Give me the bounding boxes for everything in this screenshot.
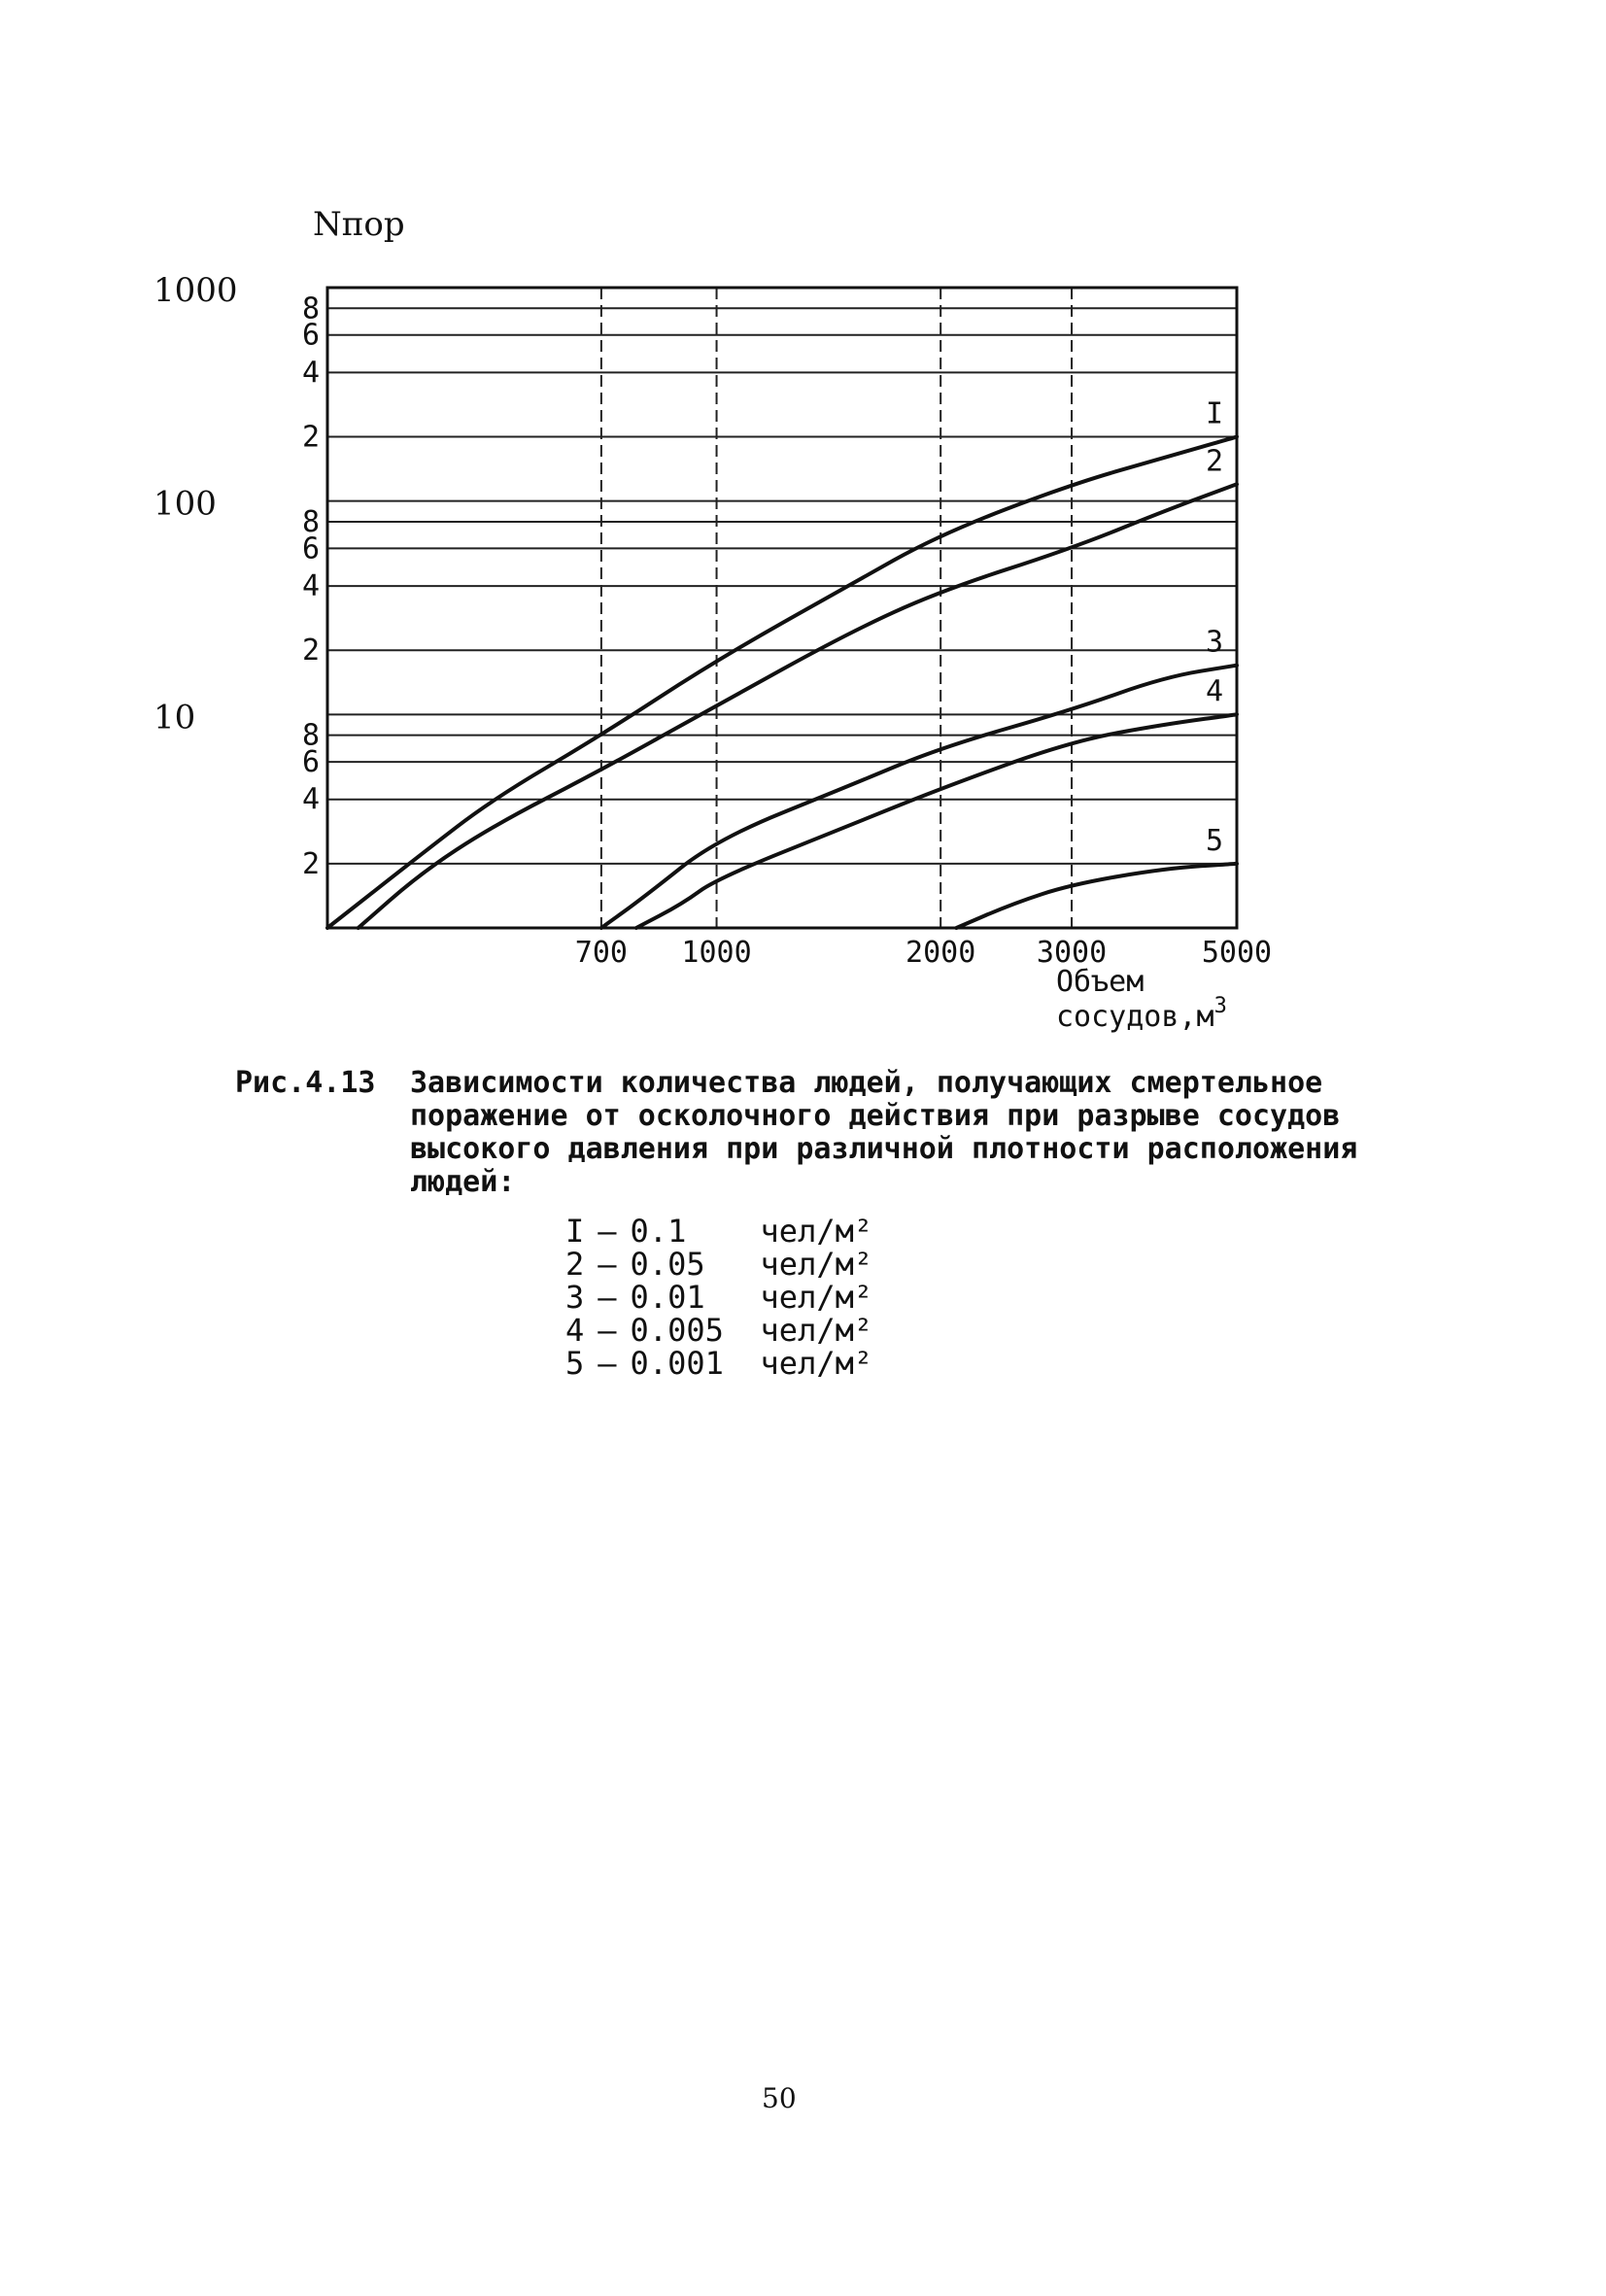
y-tick-label: 2 <box>301 420 320 455</box>
curve-label-5: 5 <box>1205 823 1223 858</box>
y-tick-label: 4 <box>301 569 320 604</box>
x-tick-label: 1000 <box>681 936 752 970</box>
legend-dash: – <box>598 1279 617 1316</box>
x-tick-label: 5000 <box>1201 936 1273 970</box>
legend-unit: чел/м² <box>760 1246 873 1283</box>
y-tick-label: 4 <box>301 782 320 817</box>
legend-num: 2 <box>565 1246 585 1283</box>
legend-item <box>565 1347 872 1380</box>
curves <box>327 437 1237 929</box>
figure-caption <box>235 1067 1469 1199</box>
y-tick-label: 8 <box>301 504 320 539</box>
y-tick-label: 8 <box>301 718 320 753</box>
curve-label-4: 4 <box>1205 674 1223 709</box>
curve-series-4 <box>636 714 1237 928</box>
legend <box>565 1215 872 1380</box>
legend-value: 0.05 <box>630 1246 705 1283</box>
legend-unit: чел/м² <box>760 1345 873 1382</box>
y-tick-label: 6 <box>301 318 320 353</box>
legend-dash: – <box>598 1246 617 1283</box>
legend-item <box>565 1248 872 1281</box>
legend-value: 0.01 <box>630 1279 705 1316</box>
legend-item <box>565 1314 872 1347</box>
curve-series-2 <box>359 484 1237 928</box>
x-tick-label: 3000 <box>1036 936 1108 970</box>
x-axis-label-line1: Объем <box>1056 965 1145 999</box>
legend-value: 0.005 <box>630 1312 724 1349</box>
curve-label-2: 2 <box>1205 444 1223 479</box>
legend-item <box>565 1215 872 1248</box>
figure-number: Рис.4.13 <box>235 1066 376 1100</box>
y-tick-label: 8 <box>301 291 320 326</box>
legend-num: 5 <box>565 1345 585 1382</box>
legend-unit: чел/м² <box>760 1213 873 1250</box>
y-tick-label: 6 <box>301 745 320 780</box>
x-axis-label-line2: $сосудов,м^3$ <box>1056 994 1227 1034</box>
x-tick-label: 700 <box>574 936 628 970</box>
caption-text: Зависимости количества людей, получающих смертельное поражение от осколочного действия при разрыве сосудов высокого давления при различной плотности расположения людей: <box>410 1066 1358 1199</box>
y-tick-label: 6 <box>301 531 320 566</box>
y-tick-label: 2 <box>301 846 320 881</box>
y-tick-label: 2 <box>301 634 320 668</box>
y-axis-label: Nпор <box>313 205 405 244</box>
page-number: 50 <box>762 2082 797 2114</box>
y-decade-label: 1000 <box>154 271 238 310</box>
legend-unit: чел/м² <box>760 1312 873 1349</box>
legend-num: 4 <box>565 1312 585 1349</box>
legend-num: 3 <box>565 1279 585 1316</box>
legend-dash: – <box>598 1345 617 1382</box>
curve-label-3: 3 <box>1205 625 1223 660</box>
chart <box>0 0 1606 1049</box>
legend-num: I <box>565 1213 585 1250</box>
legend-value: 0.1 <box>630 1213 687 1250</box>
legend-dash: – <box>598 1312 617 1349</box>
legend-value: 0.001 <box>630 1345 724 1382</box>
y-decade-label: 100 <box>154 484 217 524</box>
y-decade-label: 10 <box>154 698 196 737</box>
curve-series-5 <box>956 864 1237 928</box>
axes <box>327 288 1237 928</box>
curve-label-1: I <box>1205 396 1223 431</box>
legend-dash: – <box>598 1213 617 1250</box>
legend-item <box>565 1281 872 1314</box>
labels <box>154 271 1272 970</box>
plot-frame <box>327 288 1237 928</box>
grid <box>327 288 1237 928</box>
y-tick-label: 4 <box>301 356 320 391</box>
x-tick-label: 2000 <box>906 936 976 970</box>
legend-unit: чел/м² <box>760 1279 873 1316</box>
